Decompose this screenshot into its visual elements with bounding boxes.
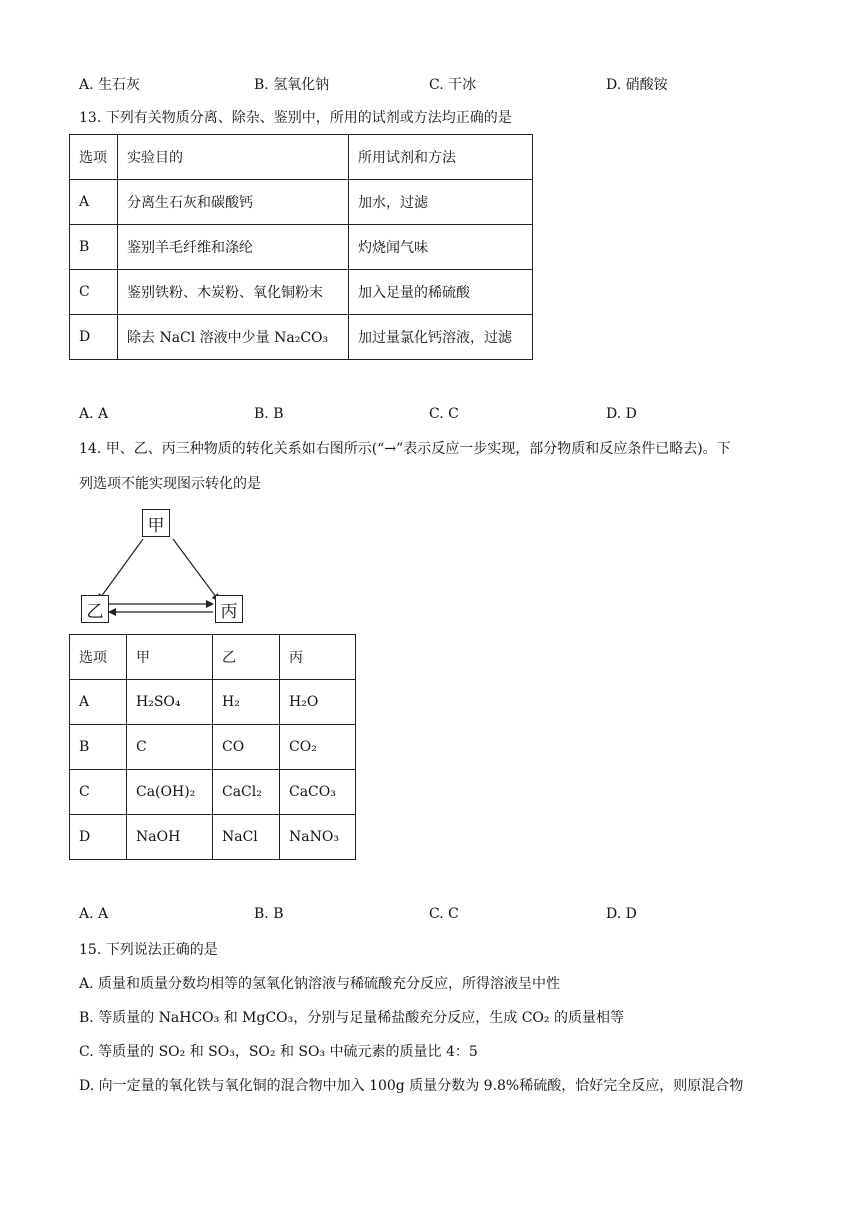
q14-option-b: B. B — [254, 906, 284, 922]
table-cell: 分离生石灰和碳酸钙 — [118, 180, 349, 225]
arrow-top-to-right — [173, 539, 219, 601]
table-header-cell: 选项 — [70, 635, 127, 680]
table-cell: CO₂ — [280, 725, 356, 770]
table-cell: A — [70, 680, 127, 725]
diagram-node-jia: 甲 — [142, 509, 170, 537]
table-cell: H₂O — [280, 680, 356, 725]
table-row — [70, 180, 533, 225]
q14-table — [69, 634, 356, 860]
q14-stem-line1: 14. 甲、乙、丙三种物质的转化关系如右图所示(“→”表示反应一步实现，部分物质和反应条件已略去)。下 — [79, 441, 731, 457]
table-cell: 鉴别铁粉、木炭粉、氧化铜粉末 — [118, 270, 349, 315]
q13-option-d: D. D — [606, 406, 637, 422]
q13-option-b: B. B — [254, 406, 284, 422]
table-cell: NaNO₃ — [280, 815, 356, 860]
table-row — [70, 725, 356, 770]
table-cell: 灼烧闻气味 — [349, 225, 533, 270]
q15-option-b: B. 等质量的 NaHCO₃ 和 MgCO₃，分别与足量稀盐酸充分反应，生成 CO₂ 的质量相等 — [79, 1010, 624, 1026]
arrow-top-to-left — [98, 539, 143, 601]
table-cell: D — [70, 315, 118, 360]
q15-stem: 15. 下列说法正确的是 — [79, 942, 218, 958]
table-header-cell: 选项 — [70, 135, 118, 180]
table-cell: A — [70, 180, 118, 225]
q12-option-a: A. 生石灰 — [79, 77, 141, 93]
q14-stem-line2: 列选项不能实现图示转化的是 — [79, 476, 261, 492]
diagram-node-bing: 丙 — [215, 595, 243, 623]
q12-option-c: C. 干冰 — [429, 77, 477, 93]
q14-option-d: D. D — [606, 906, 637, 922]
table-cell: CaCl₂ — [213, 770, 280, 815]
table-header-cell: 甲 — [127, 635, 213, 680]
table-cell: H₂ — [213, 680, 280, 725]
table-header-cell: 丙 — [280, 635, 356, 680]
table-cell: CO — [213, 725, 280, 770]
q12-option-d: D. 硝酸铵 — [606, 77, 668, 93]
table-header-cell: 所用试剂和方法 — [349, 135, 533, 180]
table-cell: H₂SO₄ — [127, 680, 213, 725]
table-row — [70, 770, 356, 815]
table-cell: D — [70, 815, 127, 860]
table-row — [70, 225, 533, 270]
table-row — [70, 270, 533, 315]
q12-option-b: B. 氢氧化钠 — [254, 77, 330, 93]
q15-option-a: A. 质量和质量分数均相等的氢氧化钠溶液与稀硫酸充分反应，所得溶液呈中性 — [79, 976, 561, 992]
table-cell: B — [70, 225, 118, 270]
table-cell: 除去 NaCl 溶液中少量 Na₂CO₃ — [118, 315, 349, 360]
q13-stem: 13. 下列有关物质分离、除杂、鉴别中，所用的试剂或方法均正确的是 — [79, 110, 512, 126]
table-cell: B — [70, 725, 127, 770]
table-row — [70, 815, 356, 860]
q13-option-a: A. A — [79, 406, 109, 422]
table-cell: 鉴别羊毛纤维和涤纶 — [118, 225, 349, 270]
q13-option-c: C. C — [429, 406, 459, 422]
table-cell: C — [70, 770, 127, 815]
table-cell: 加水，过滤 — [349, 180, 533, 225]
table-header-row — [70, 635, 356, 680]
q13-table — [69, 134, 533, 360]
table-cell: 加过量氯化钙溶液，过滤 — [349, 315, 533, 360]
table-cell: C — [127, 725, 213, 770]
q14-option-c: C. C — [429, 906, 459, 922]
table-cell: 加入足量的稀硫酸 — [349, 270, 533, 315]
table-header-cell: 乙 — [213, 635, 280, 680]
table-cell: CaCO₃ — [280, 770, 356, 815]
table-header-cell: 实验目的 — [118, 135, 349, 180]
table-row — [70, 680, 356, 725]
table-cell: NaCl — [213, 815, 280, 860]
q15-option-c: C. 等质量的 SO₂ 和 SO₃，SO₂ 和 SO₃ 中硫元素的质量比 4：5 — [79, 1044, 478, 1060]
table-header-row — [70, 135, 533, 180]
table-cell: C — [70, 270, 118, 315]
diagram-node-yi: 乙 — [81, 595, 109, 623]
table-cell: Ca(OH)₂ — [127, 770, 213, 815]
table-row — [70, 315, 533, 360]
q15-option-d: D. 向一定量的氧化铁与氧化铜的混合物中加入 100g 质量分数为 9.8%稀硫酸，恰好完全反应，则原混合物 — [79, 1078, 744, 1094]
q14-option-a: A. A — [79, 906, 109, 922]
table-cell: NaOH — [127, 815, 213, 860]
